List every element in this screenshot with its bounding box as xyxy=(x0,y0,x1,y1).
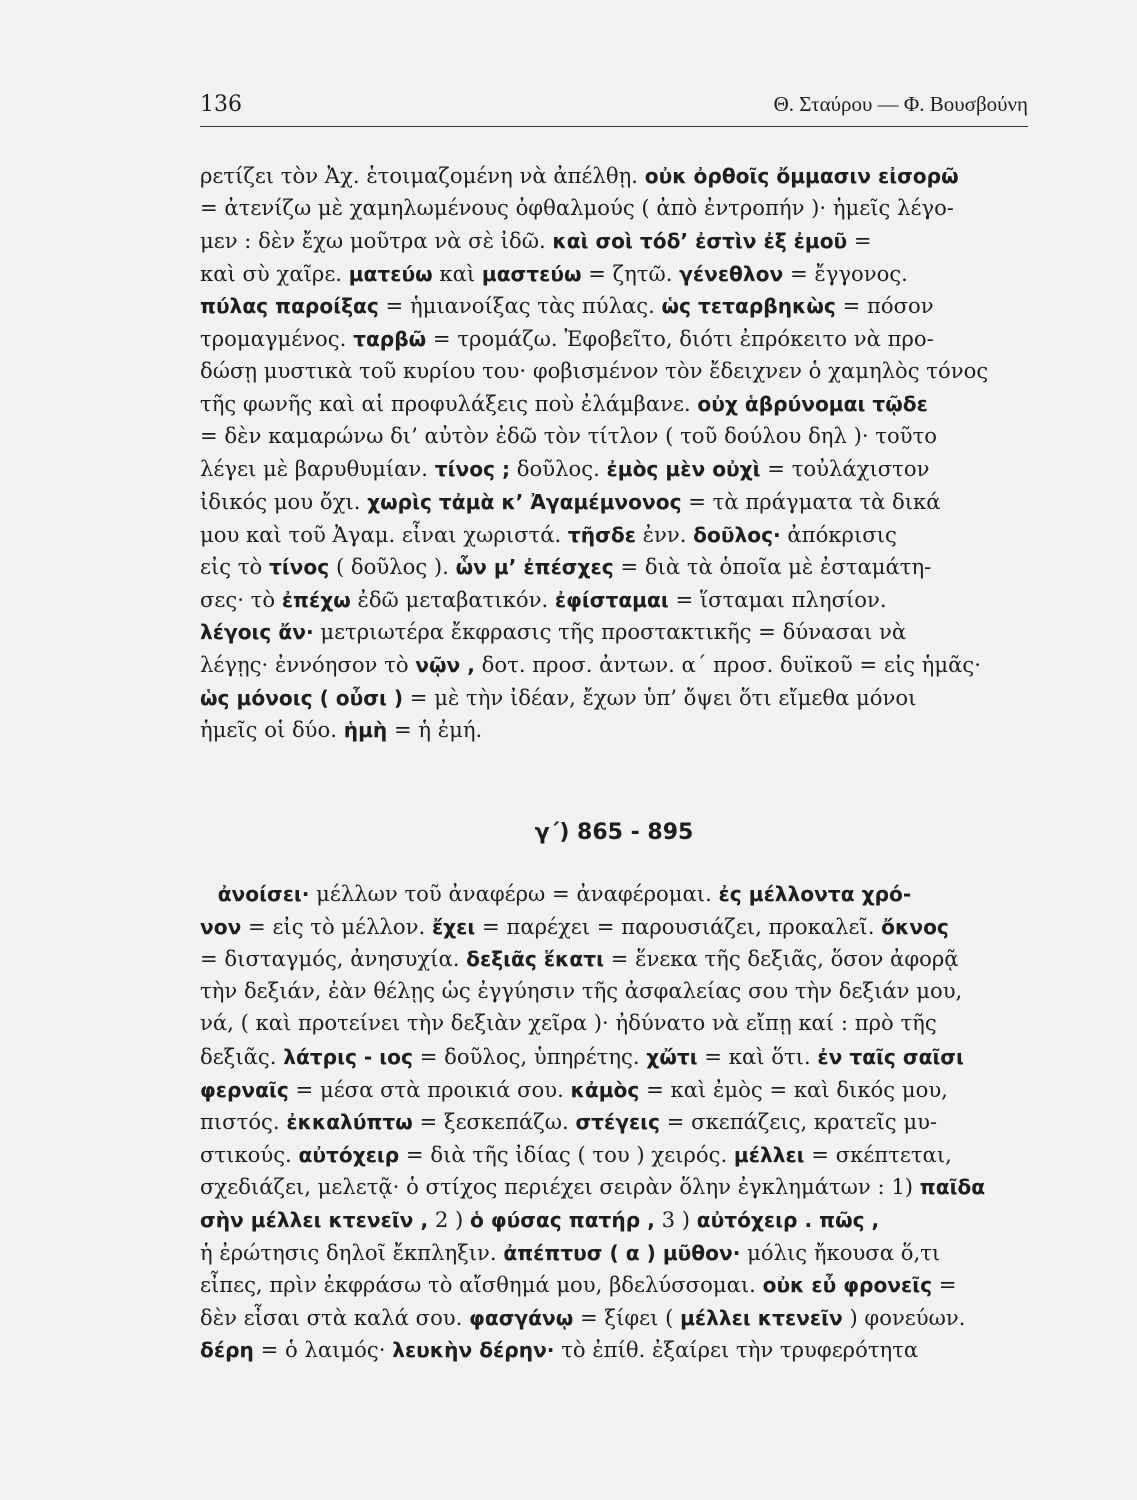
text-line xyxy=(200,682,1028,715)
page-number: 136 xyxy=(200,92,242,117)
page-header xyxy=(200,92,1028,122)
gloss-text: σχεδιάζει, μελετᾷ· ὁ στίχος περιέχει σειρὰν ὅλην ἐγκλημάτων : 1) xyxy=(200,1175,920,1201)
gloss-text: δώσῃ μυστικὰ τοῦ κυρίου του· φοβισμένον τὸν ἔδειχνεν ὁ χαμηλὸς τόνος xyxy=(200,358,989,384)
lemma-bold: χωρὶς τἀμὰ κ’ Ἀγαμέμνονος xyxy=(367,489,682,514)
gloss-text: 2 ) xyxy=(428,1207,470,1233)
gloss-text: τὴν δεξιάν, ἐὰν θέλῃς ὡς ἐγγύησιν τῆς ἀσφαλείας σου τὴν δεξιάν μου, xyxy=(200,978,963,1004)
gloss-text: ἰδικός μου ὄχι. xyxy=(200,489,368,515)
gloss-text: λέγει μὲ βαρυθυμίαν. xyxy=(200,457,435,483)
text-line xyxy=(200,1269,1028,1302)
lemma-bold: λάτρις - ιος xyxy=(283,1044,413,1069)
text-line xyxy=(200,421,1028,454)
lemma-bold: ἐς μέλλοντα χρό- xyxy=(718,882,912,906)
text-line xyxy=(200,584,1028,617)
gloss-text: τὸ ἐπίθ. ἐξαίρει τὴν τρυφερότητα xyxy=(554,1338,919,1364)
gloss-text: = μὲ τὴν ἰδέαν, ἔχων ὑπ’ ὄψει ὅτι εἴμεθα μόνοι xyxy=(403,685,917,711)
commentary-block-2 xyxy=(200,878,1042,1367)
text-line xyxy=(200,976,1028,1009)
gloss-text: ἀπόκρισις xyxy=(780,522,897,548)
gloss-text: = ὁ λαιμός· xyxy=(253,1338,393,1364)
lemma-bold: τῆσδε xyxy=(567,522,636,547)
lemma-bold: πύλας παροίξας xyxy=(200,294,379,319)
text-line xyxy=(200,878,1028,911)
gloss-text: = μέσα στὰ προικιά σου. xyxy=(288,1077,571,1103)
text-line xyxy=(200,714,1028,747)
lemma-bold: τίνος xyxy=(268,555,330,580)
lemma-bold: μέλλει xyxy=(733,1142,805,1167)
gloss-text: ἡμεῖς οἱ δύο. xyxy=(200,718,344,744)
gloss-text: μετριωτέρα ἔκφρασις τῆς προστακτικῆς = δύνασαι νὰ xyxy=(313,620,907,646)
text-line xyxy=(200,1302,1028,1335)
lemma-bold: οὐκ εὖ φρονεῖς xyxy=(762,1273,933,1298)
gloss-text: = ἀτενίζω μὲ χαμηλωμένους ὀφθαλμούς ( ἀπὸ ἐντροπήν )· ἡμεῖς λέγο- xyxy=(200,195,954,221)
lemma-bold: ὧν μ’ ἐπέσχες xyxy=(455,555,614,580)
gloss-text: = ξεσκεπάζω. xyxy=(412,1110,576,1136)
gloss-text: = διὰ τῆς ἰδίας ( του ) χειρός. xyxy=(399,1142,734,1168)
lemma-bold: λέγοις ἄν· xyxy=(200,620,314,645)
text-line xyxy=(200,1334,1028,1367)
text-line xyxy=(200,649,1028,682)
lemma-bold: δέρη xyxy=(200,1338,254,1363)
gloss-text: μόλις ἤκουσα ὅ,τι xyxy=(740,1240,941,1266)
commentary-block-1 xyxy=(200,160,1042,747)
gloss-text: καὶ σὺ χαῖρε. xyxy=(200,261,349,287)
lemma-bold: στέγεις xyxy=(575,1110,661,1135)
gloss-text: = ἡμιανοίξας τὰς πύλας. xyxy=(378,294,662,320)
lemma-bold: οὐχ ἁβρύνομαι τῷδε xyxy=(697,392,928,417)
text-line xyxy=(200,225,1028,258)
gloss-text: καὶ xyxy=(432,261,482,287)
gloss-text: τῆς φωνῆς καὶ αἱ προφυλάξεις ποὺ ἐλάμβανε. xyxy=(200,392,698,418)
gloss-text: ( δοῦλος ). xyxy=(329,555,456,581)
text-line xyxy=(200,323,1028,356)
gloss-text: = ἵσταμαι πλησίον. xyxy=(668,587,887,613)
gloss-text: δοῦλος. xyxy=(510,457,607,483)
gloss-text: = εἰς τὸ μέλλον. xyxy=(241,914,432,940)
gloss-text: = ξίφει ( xyxy=(573,1305,681,1331)
gloss-text: πιστός. xyxy=(200,1110,287,1136)
gloss-text: δοτ. προσ. ἀντων. α΄ προσ. δυϊκοῦ = εἰς ἡμᾶς· xyxy=(474,652,981,678)
lemma-bold: λευκὴν δέρην· xyxy=(392,1338,555,1363)
gloss-text: τρομαγμένος. xyxy=(200,326,354,352)
lemma-bold: ἔχει xyxy=(431,914,476,939)
text-line xyxy=(200,1008,1028,1041)
text-line xyxy=(200,1106,1028,1139)
lemma-bold: μαστεύω xyxy=(481,261,582,286)
text-line xyxy=(200,911,1028,944)
lemma-bold: ἐν ταῖς σαῖσι xyxy=(817,1044,964,1069)
gloss-text: = καὶ ὅτι. xyxy=(697,1044,818,1070)
text-line xyxy=(200,616,1028,649)
gloss-text: = xyxy=(847,229,872,255)
gloss-text: ἡ ἐρώτησις δηλοῖ ἔκπληξιν. xyxy=(200,1240,504,1266)
lemma-bold: μέλλει κτενεῖν xyxy=(680,1305,843,1330)
lemma-bold: ὡς μόνοις ( οὖσι ) xyxy=(200,685,404,710)
gloss-text: στικούς. xyxy=(200,1142,299,1168)
gloss-text: = παρέχει = παρουσιάζει, προκαλεῖ. xyxy=(475,914,882,940)
gloss-text: μεν : δὲν ἔχω μοῦτρα νὰ σὲ ἰδῶ. xyxy=(200,229,553,255)
lemma-bold: αὐτόχειρ . πῶς , xyxy=(696,1207,880,1232)
gloss-text: = ζητῶ. xyxy=(581,261,680,287)
text-line xyxy=(200,290,1028,323)
text-line xyxy=(200,486,1028,519)
gloss-text: ἐνν. xyxy=(635,522,694,548)
text-line xyxy=(200,1074,1028,1107)
text-line xyxy=(200,356,1028,389)
lemma-bold: ἐκκαλύπτω xyxy=(286,1110,413,1135)
text-line xyxy=(200,453,1028,486)
gloss-text: = τρομάζω. Ἐφοβεῖτο, διότι ἐπρόκειτο νὰ προ- xyxy=(426,326,934,352)
lemma-bold: νῷν , xyxy=(415,652,475,677)
gloss-text: = ἔγγονος. xyxy=(783,261,908,287)
lemma-bold: δοῦλος· xyxy=(693,522,781,547)
text-line xyxy=(200,519,1028,552)
gloss-text: = πόσον xyxy=(835,294,934,320)
lemma-bold: τίνος ; xyxy=(434,457,511,482)
lemma-bold: ὁ φύσας πατήρ , xyxy=(469,1207,655,1232)
running-head: Θ. Σταύρου — Φ. Βουσβούνη xyxy=(773,92,1028,116)
text-line xyxy=(200,388,1028,421)
lemma-bold: ταρβῶ xyxy=(353,326,427,351)
gloss-text: = τοὐλάχιστον xyxy=(760,457,930,483)
gloss-text: = δοῦλος, ὑπηρέτης. xyxy=(412,1044,647,1070)
gloss-text: = δὲν καμαρώνω δι’ αὐτὸν ἐδῶ τὸν τίτλον ( τοῦ δούλου δηλ )· τοῦτο xyxy=(200,423,937,449)
lemma-bold: σὴν μέλλει κτενεῖν , xyxy=(200,1207,429,1232)
lemma-bold: φερναῖς xyxy=(200,1077,289,1102)
lemma-bold: ματεύω xyxy=(348,261,433,286)
text-line xyxy=(200,193,1028,226)
text-line xyxy=(200,943,1028,976)
text-line xyxy=(200,1171,1028,1204)
gloss-text: = δισταγμός, ἀνησυχία. xyxy=(200,947,467,973)
gloss-text: = xyxy=(932,1273,957,1299)
gloss-text: μου καὶ τοῦ Ἀγαμ. εἶναι χωριστά. xyxy=(200,522,568,548)
section-heading: γ΄) 865 - 895 xyxy=(534,820,694,845)
gloss-text: εἰς τὸ xyxy=(200,555,269,581)
lemma-bold: ὡς τεταρβηκὼς xyxy=(661,294,836,319)
text-line xyxy=(200,1041,1028,1074)
lemma-bold: καὶ σοὶ τόδ’ ἐστὶν ἐξ ἐμοῦ xyxy=(552,229,848,254)
gloss-text: ρετίζει τὸν Ἀχ. ἑτοιμαζομένη νὰ ἀπέλθῃ. xyxy=(200,164,645,189)
gloss-text: μέλλων τοῦ ἀναφέρω = ἀναφέρομαι. xyxy=(309,882,719,907)
lemma-bold: αὐτόχειρ xyxy=(298,1142,400,1167)
gloss-text: εἶπες, πρὶν ἐκφράσω τὸ αἴσθημά μου, βδελύσσομαι. xyxy=(200,1273,763,1299)
lemma-bold: φασγάνῳ xyxy=(469,1305,574,1330)
text-line xyxy=(200,1204,1028,1237)
gloss-text: λέγῃς· ἐννόησον τὸ xyxy=(200,652,416,678)
lemma-bold: ἐφίσταμαι xyxy=(554,587,669,612)
lemma-bold: νον xyxy=(200,914,242,939)
gloss-text: ἐδῶ μεταβατικόν. xyxy=(350,587,555,613)
lemma-bold: οὐκ ὀρθοῖς ὄμμασιν εἰσορῶ xyxy=(644,164,959,188)
gloss-text: = διὰ τὰ ὁποῖα μὲ ἐσταμάτη- xyxy=(613,555,932,581)
gloss-text: νά, ( καὶ προτείνει τὴν δεξιὰν χεῖρα )· ἠδύνατο νὰ εἴπῃ καί : πρὸ τῆς xyxy=(200,1011,937,1037)
lemma-bold: χὤτι xyxy=(646,1044,698,1069)
gloss-text: 3 ) xyxy=(654,1207,697,1233)
gloss-text: = καὶ ἐμὸς = καὶ δικός μου, xyxy=(639,1077,948,1103)
text-line xyxy=(200,1237,1028,1270)
gloss-text: δὲν εἶσαι στὰ καλά σου. xyxy=(200,1305,470,1331)
gloss-text: = ἡ ἐμή. xyxy=(387,718,483,744)
lemma-bold: ἀπέπτυσ ( α ) μῦθον· xyxy=(503,1240,741,1265)
header-rule xyxy=(200,126,1028,127)
gloss-text: σες· τὸ xyxy=(200,587,282,613)
lemma-bold: ἐμὸς μὲν οὐχὶ xyxy=(606,457,761,482)
lemma-bold: ἐπέχω xyxy=(281,587,351,612)
gloss-text: = σκέπτεται, xyxy=(804,1142,952,1168)
lemma-bold: κἀμὸς xyxy=(570,1077,640,1102)
text-line xyxy=(200,160,1028,193)
gloss-text: δεξιᾶς. xyxy=(200,1044,284,1070)
lemma-bold: ἀνοίσει· xyxy=(217,882,310,906)
text-line xyxy=(200,1139,1028,1172)
gloss-text: = τὰ πράγματα τὰ δικά xyxy=(681,489,941,515)
lemma-bold: δεξιᾶς ἕκατι xyxy=(466,947,604,972)
gloss-text: = ἕνεκα τῆς δεξιᾶς, ὅσον ἀφορᾷ xyxy=(603,947,959,973)
text-line xyxy=(200,258,1028,291)
gloss-text: ) φονεύων. xyxy=(842,1305,966,1331)
lemma-bold: παῖδα xyxy=(919,1175,986,1200)
lemma-bold: γένεθλον xyxy=(679,261,784,286)
lemma-bold: ὄκνος xyxy=(881,914,949,939)
text-line xyxy=(200,551,1028,584)
gloss-text: = σκεπάζεις, κρατεῖς μυ- xyxy=(660,1110,938,1136)
lemma-bold: ἡμὴ xyxy=(343,718,388,743)
